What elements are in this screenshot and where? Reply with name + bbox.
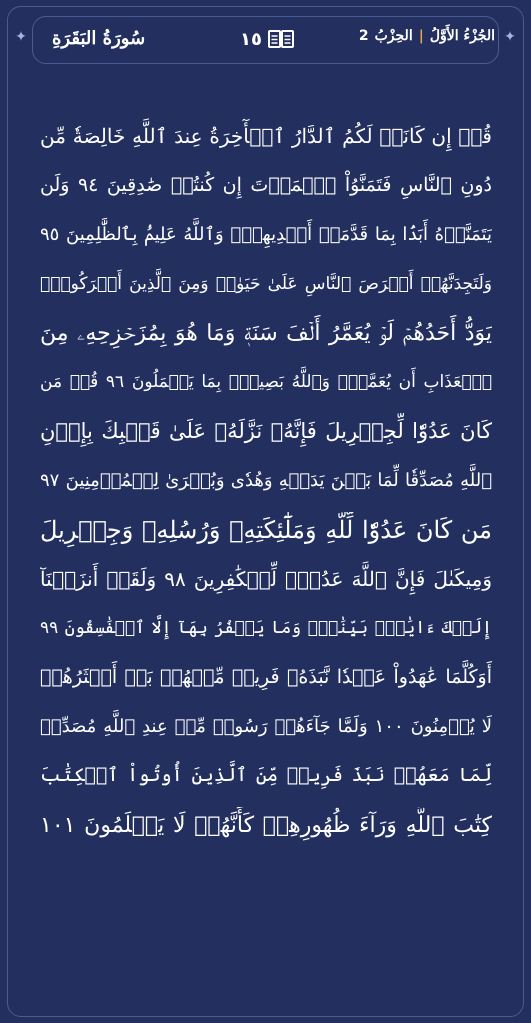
quran-line[interactable]: إِلَيۡكَ ءَايَٰتِۭ بَيِّنَٰتٖۖ وَمَا يَكۡفُرُ بِهَآ إِلَّا ٱلۡفَٰسِقُونَ ٩٩ [40,617,492,638]
quran-line[interactable]: لِّمَا مَعَهُمۡ نَبَذَ فَرِيقٞ مِّنَ ٱلَّذِينَ أُوتُواْ ٱلۡكِتَٰبَ [40,764,492,787]
quran-line[interactable]: مَن كَانَ عَدُوّٗا لِّلَّهِ وَمَلَٰٓئِكَتِهِۦ وَرُسُلِهِۦ وَجِبۡرِيلَ [40,515,492,544]
book-open-icon [268,29,294,49]
quran-line[interactable]: أَوَكُلَّمَا عَٰهَدُواْ عَهۡدٗا نَّبَذَهُۥ فَرِيقٞ مِّنۡهُمۚ بَلۡ أَكۡثَرُهُمۡ [40,666,492,689]
quran-line[interactable]: دُونِ ٱلنَّاسِ فَتَمَنَّوُاْ ٱلۡمَوۡتَ إِن كُنتُمۡ صَٰدِقِينَ ٩٤ وَلَن [40,174,492,197]
juz-label: الجُزْءُ الأَوَّلُ [429,28,495,44]
quran-line[interactable]: يَوَدُّ أَحَدُهُمۡ لَوۡ يُعَمَّرُ أَلۡفَ سَنَةٖ وَمَا هُوَ بِمُزَحۡزِحِهِۦ مِنَ [40,320,492,346]
quran-line[interactable]: قُلۡ إِن كَانَتۡ لَكُمُ ٱلدَّارُ ٱلۡأٓخِرَةُ عِندَ ٱللَّهِ خَالِصَةٗ مِّن [40,124,492,148]
quran-line[interactable]: وَلَتَجِدَنَّهُمۡ أَحۡرَصَ ٱلنَّاسِ عَلَىٰ حَيَوٰةٖ وَمِنَ ٱلَّذِينَ أَشۡرَكُواْۚ [40,273,492,294]
star-ornament-icon: ✦ [15,29,27,45]
juz-hizb-info[interactable] [335,28,495,44]
hizb-number: 2 [358,28,369,44]
hizb-label: الحِزْبُ [374,28,413,44]
quran-page-text [40,118,492,958]
quran-line[interactable]: يَتَمَنَّوۡهُ أَبَدَۢا بِمَا قَدَّمَتۡ أَيۡدِيهِمۡۚ وَٱللَّهُ عَلِيمُۢ بِٱلظَّٰلِمِينَ ٩٥ [40,224,492,246]
quran-line[interactable]: كَانَ عَدُوّٗا لِّجِبۡرِيلَ فَإِنَّهُۥ نَزَّلَهُۥ عَلَىٰ قَلۡبِكَ بِإِذۡنِ [40,419,492,444]
star-ornament-icon: ✦ [504,29,516,45]
separator: | [418,28,424,44]
quran-line[interactable]: ٱللَّهِ مُصَدِّقٗا لِّمَا بَيۡنَ يَدَيۡهِ وَهُدٗى وَبُشۡرَىٰ لِلۡمُؤۡمِنِينَ ٩٧ [40,470,492,492]
quran-line[interactable]: ٱلۡعَذَابِ أَن يُعَمَّرَۗ وَٱللَّهُ بَصِيرُۢ بِمَا يَعۡمَلُونَ ٩٦ قُلۡ مَن [40,371,492,392]
quran-line[interactable]: وَمِيكَىٰلَ فَإِنَّ ٱللَّهَ عَدُوّٞ لِّلۡكَٰفِرِينَ ٩٨ وَلَقَدۡ أَنزَلۡنَآ [40,566,492,591]
quran-line[interactable]: كِتَٰبَ ٱللَّهِ وَرَآءَ ظُهُورِهِمۡ كَأَنَّهُمۡ لَا يَعۡلَمُونَ ١٠١ [40,812,492,838]
quran-line[interactable]: لَا يُؤۡمِنُونَ ١٠٠ وَلَمَّا جَآءَهُمۡ رَسُولٞ مِّنۡ عِندِ ٱللَّهِ مُصَدِّقٞ [40,716,492,738]
surah-name[interactable]: سُورَةُ البَقَرَةِ [52,28,146,49]
page-number: ١٥ [240,28,262,50]
page-indicator[interactable] [232,26,302,52]
page-header [0,0,531,84]
